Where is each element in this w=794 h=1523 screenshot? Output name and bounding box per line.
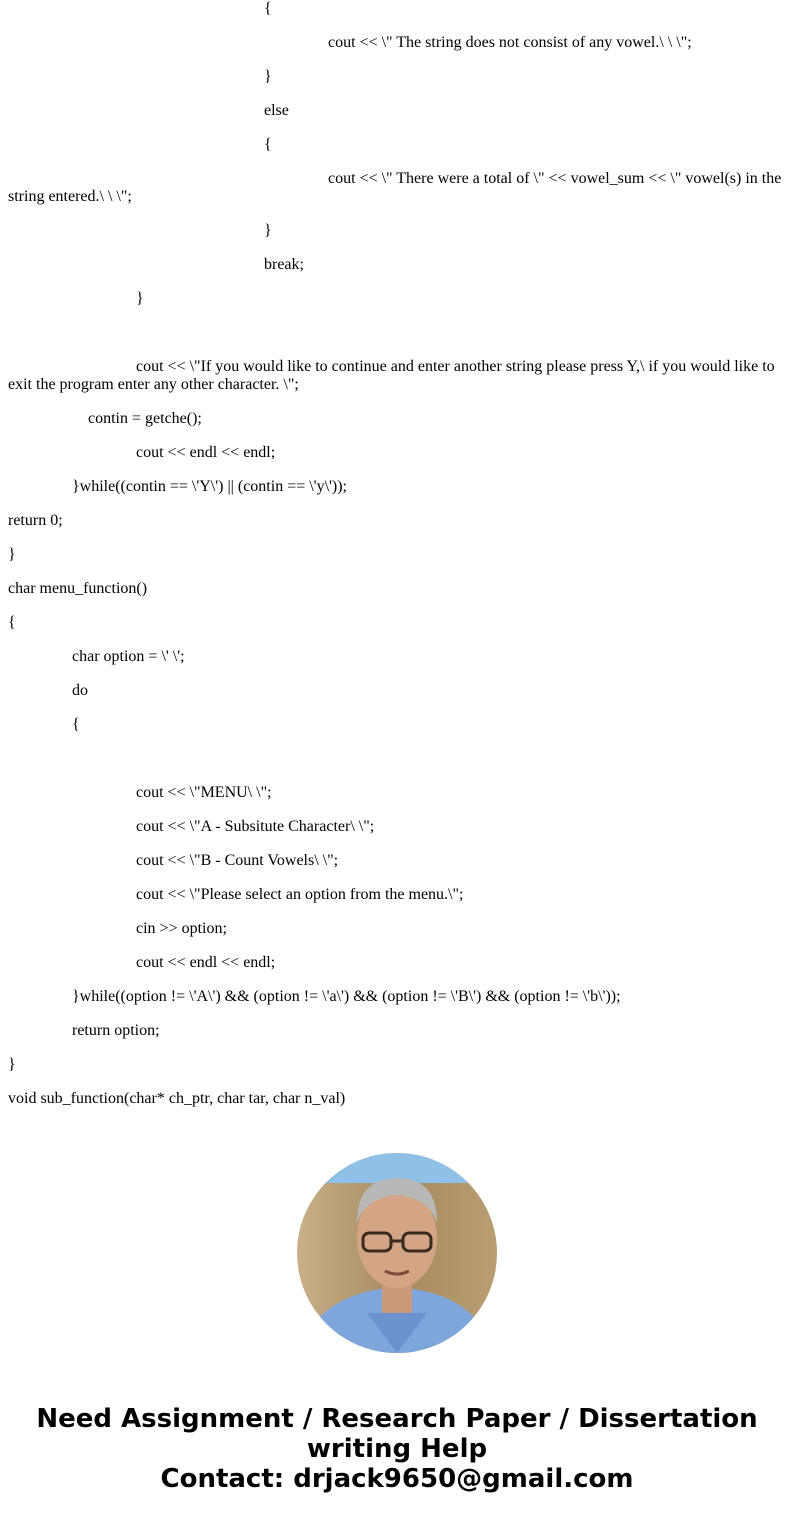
code-line: }while((option != \'A\') && (option != \'a\') && (option != \'B\') && (option != \'b\')); <box>72 988 621 1005</box>
code-line: } <box>264 68 272 85</box>
code-line: contin = getche(); <box>88 410 202 427</box>
code-line: char menu_function() <box>8 580 148 597</box>
code-line: cout << \"A - Subsitute Character\ \"; <box>136 818 375 835</box>
author-avatar <box>297 1153 497 1353</box>
code-line: cout << endl << endl; <box>136 444 276 461</box>
code-line: { <box>264 136 272 153</box>
code-line: void sub_function(char* ch_ptr, char tar, char n_val) <box>8 1090 346 1107</box>
code-line: cin >> option; <box>136 920 227 937</box>
code-line: } <box>136 290 144 307</box>
code-line <box>8 750 786 768</box>
code-line: char option = \' \'; <box>72 648 185 665</box>
code-line: }while((contin == \'Y\') || (contin == \'y\')); <box>72 478 347 495</box>
code-line: { <box>8 614 16 631</box>
code-line: break; <box>264 256 304 273</box>
code-line: cout << endl << endl; <box>136 954 276 971</box>
code-line: { <box>264 0 272 17</box>
code-line: else <box>264 102 289 119</box>
code-line: do <box>72 682 88 699</box>
code-listing <box>8 0 786 1124</box>
code-line: cout << \" There were a total of \" << vowel_sum << \" vowel(s) in the string entered.\ \ \"; <box>8 170 786 205</box>
code-line: return option; <box>72 1022 160 1039</box>
code-line: cout << \" The string does not consist of any vowel.\ \ \"; <box>328 34 692 51</box>
code-line: cout << \"MENU\ \"; <box>136 784 272 801</box>
code-line: cout << \"If you would like to continue and enter another string please press Y,\ if you would like to exit the program enter any other character. \"; <box>8 358 779 393</box>
code-line: { <box>72 716 80 733</box>
banner-headline: Need Assignment / Research Paper / Dissertation writing Help <box>36 1404 758 1464</box>
contact-banner <box>0 1404 794 1494</box>
code-line: cout << \"Please select an option from the menu.\"; <box>136 886 464 903</box>
author-photo-icon <box>297 1153 497 1353</box>
code-line: cout << \"B - Count Vowels\ \"; <box>136 852 339 869</box>
code-line: } <box>264 222 272 239</box>
code-line <box>8 324 786 342</box>
code-line: return 0; <box>8 512 63 529</box>
code-line: } <box>8 1056 16 1073</box>
code-line: } <box>8 546 16 563</box>
banner-contact-email: Contact: drjack9650@gmail.com <box>160 1464 634 1494</box>
